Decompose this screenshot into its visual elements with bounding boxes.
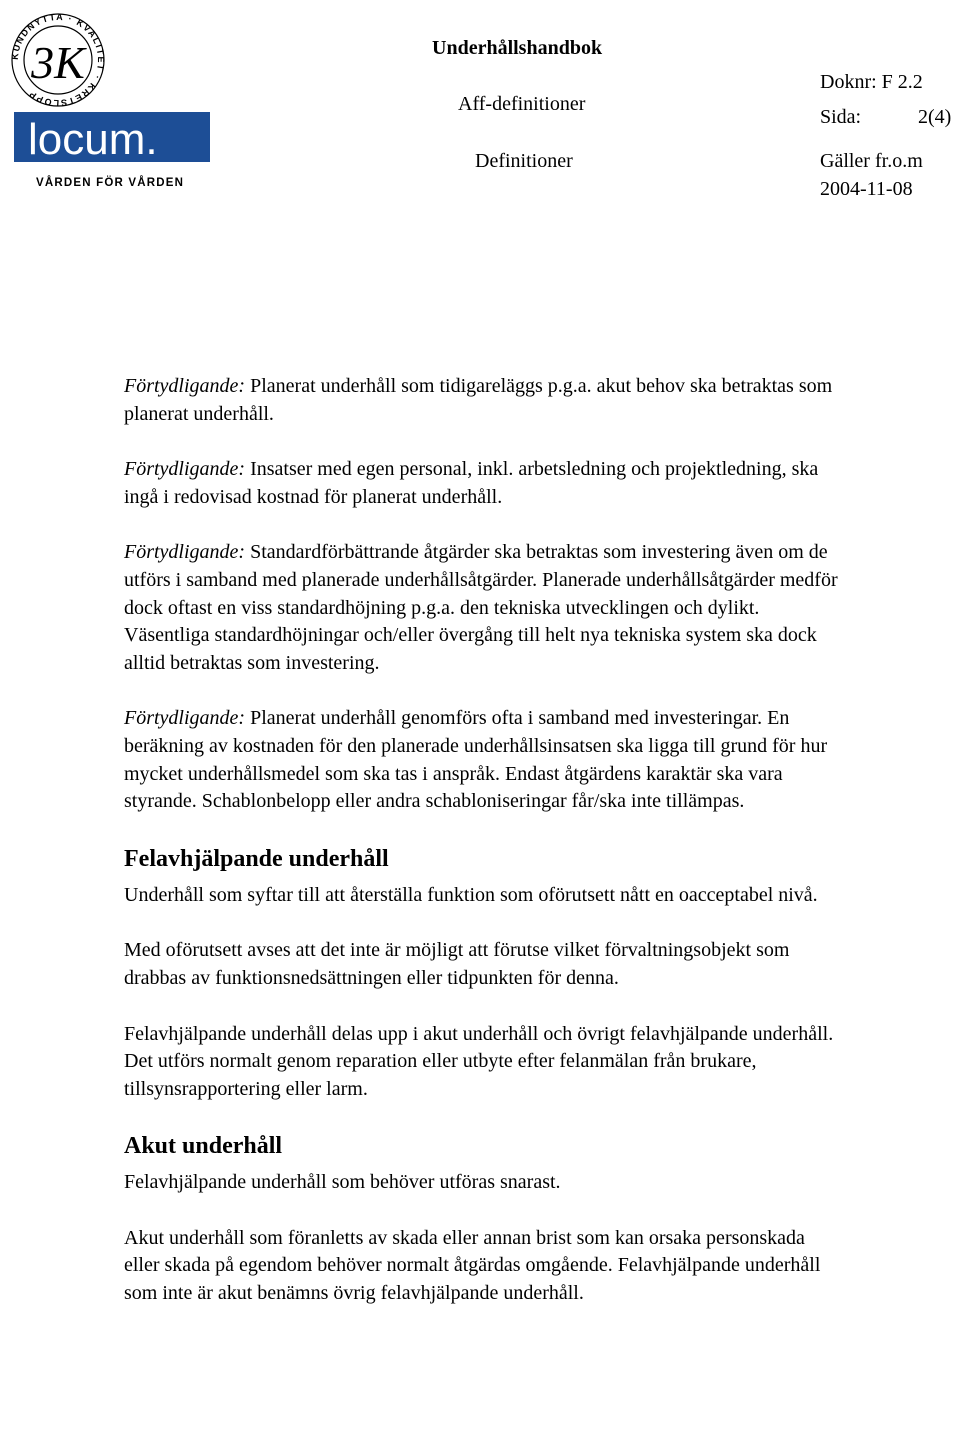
locum-logo bbox=[6, 2, 212, 190]
paragraph bbox=[124, 539, 844, 677]
clarification-label: Förtydligande: bbox=[124, 541, 246, 564]
page-label: Sida: bbox=[820, 106, 862, 128]
logo-brand-text: locum. bbox=[28, 115, 158, 164]
logo-graphic bbox=[6, 2, 212, 190]
paragraph bbox=[124, 456, 844, 511]
section-heading: Akut underhåll bbox=[124, 1133, 283, 1160]
logo-ring-text: KUNDNYTTA · KVALITET · KRETSLOPP bbox=[9, 11, 107, 109]
paragraph-text: Planerat underhåll som tidigareläggs p.g.a. akut behov ska betraktas som planerat underhåll. bbox=[124, 375, 833, 425]
logo-tagline: VÅRDEN FÖR VÅRDEN bbox=[36, 177, 185, 189]
valid-from-date: 2004-11-08 bbox=[820, 178, 913, 200]
clarification-label: Förtydligande: bbox=[124, 458, 246, 481]
paragraph-text: Planerat underhåll genomförs ofta i samband med investeringar. En beräkning av kostnaden för den planerade underhållsinsatsen ska ligga till grund för hur mycket underhållsmedel som ska tas i anspråk. Endast åtgärdens karaktär ska vara styrande. Schablonbelopp eller andra schabloniseringar får/ska inte tillämpas. bbox=[124, 707, 828, 813]
paragraph bbox=[124, 705, 844, 815]
clarification-label: Förtydligande: bbox=[124, 707, 246, 730]
paragraph-text: Standardförbättrande åtgärder ska betraktas som investering även om de utförs i samband med planerade underhållsåtgärder. Planerade underhållsåtgärder medför dock oftast en viss standardhöjning p.g.a. den tekniska utvecklingen och dylikt. Väsentliga standardhöjningar och/eller övergång till helt nya tekniska system ska dock alltid betraktas som investering. bbox=[124, 541, 838, 674]
paragraph: Underhåll som syftar till att återställa funktion som oförutsett nått en oacceptabel nivå. bbox=[124, 883, 818, 906]
paragraph: Felavhjälpande underhåll delas upp i akut underhåll och övrigt felavhjälpande underhåll. Det utförs normalt genom reparation eller utbyte efter felanmälan från brukare, tillsynsrapportering eller larm. bbox=[124, 1022, 834, 1100]
logo-badge-text: 3K bbox=[31, 37, 85, 88]
paragraph bbox=[124, 373, 844, 428]
document-title: Underhållshandbok bbox=[432, 37, 603, 59]
valid-from-label: Gäller fr.o.m bbox=[820, 150, 923, 172]
document-body bbox=[124, 373, 844, 1336]
document-subtitle: Aff-definitioner bbox=[458, 93, 586, 115]
page-indicator bbox=[820, 105, 951, 129]
page-value: 2(4) bbox=[918, 106, 952, 128]
clarification-label: Förtydligande: bbox=[124, 375, 246, 397]
paragraph: Felavhjälpande underhåll som behöver utföras snarast. bbox=[124, 1171, 561, 1194]
document-number: Doknr: F 2.2 bbox=[820, 71, 923, 93]
paragraph: Akut underhåll som föranletts av skada eller annan brist som kan orsaka personskada eller skada på egendom behöver normalt åtgärdas omgående. Felavhjälpande underhåll som inte är akut benämns övrig felavhjälpande underhåll. bbox=[124, 1226, 821, 1305]
paragraph: Med oförutsett avses att det inte är möjligt att förutse vilket förvaltningsobjekt som drabbas av funktionsnedsättningen eller tidpunkten för denna. bbox=[124, 939, 790, 989]
section-heading: Felavhjälpande underhåll bbox=[124, 845, 389, 872]
document-section: Definitioner bbox=[475, 150, 573, 172]
paragraph-text: Insatser med egen personal, inkl. arbetsledning och projektledning, ska ingå i redovisad kostnad för planerat underhåll. bbox=[124, 458, 819, 508]
